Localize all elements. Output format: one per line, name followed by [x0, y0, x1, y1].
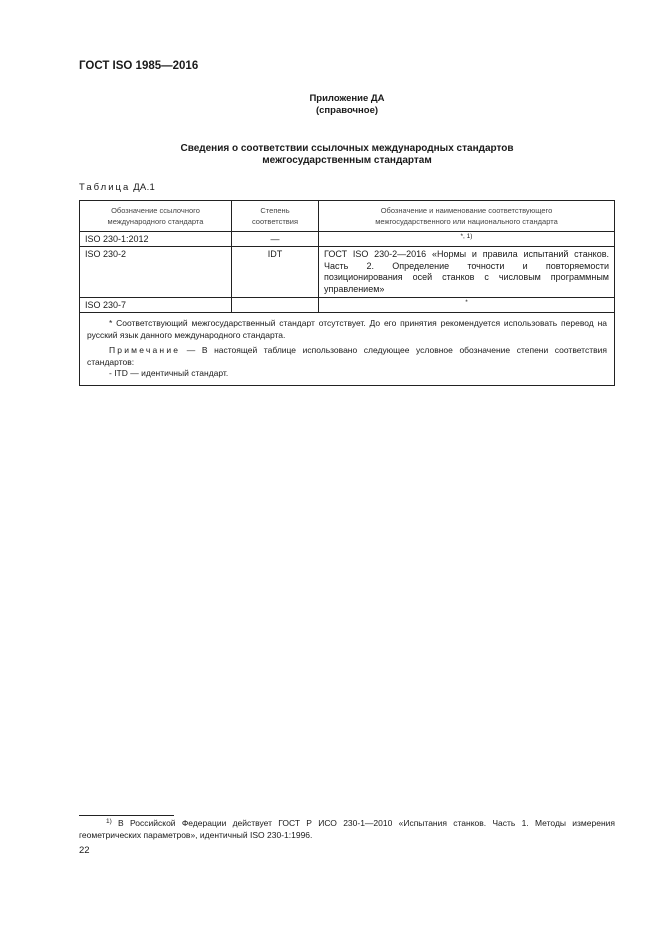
- page-number: 22: [79, 845, 90, 856]
- footnote-text: В Российской Федерации действует ГОСТ Р ИСО 230-1—2010 «Испытания станков. Часть 1. Методы измерения геометрических параметров», идентичный ISO 230-1:1996.: [79, 818, 615, 840]
- table-row: [80, 298, 615, 313]
- header-cell-degree: [232, 201, 319, 232]
- footnote: [79, 817, 615, 841]
- table-notes-row: [80, 313, 615, 386]
- correspondence-table: [79, 200, 615, 386]
- cell-standard: [319, 298, 615, 313]
- header-text: Обозначение ссылочного: [111, 206, 200, 215]
- cell-standard: ГОСТ ISO 230-2—2016 «Нормы и правила испытаний станков. Часть 2. Определение точности и повторяемости позиционирования осей станков с числовым программным управлением»: [319, 247, 615, 298]
- header-cell-reference: [80, 201, 232, 232]
- cell-reference: ISO 230-2: [80, 247, 232, 298]
- table-caption-word: Таблица: [79, 182, 131, 193]
- annex-subtitle: (справочное): [315, 105, 379, 116]
- cell-reference: ISO 230-1:2012: [80, 232, 232, 247]
- note-text: — В настоящей таблице использовано следующее условное обозначение степени соответствия стандартов:: [87, 345, 607, 367]
- table-note: [87, 345, 607, 368]
- header-text: межгосударственного или национального стандарта: [375, 217, 558, 226]
- table-row: [80, 232, 615, 247]
- table-notes: [80, 313, 615, 386]
- document-header: ГОСТ ISO 1985—2016: [79, 60, 199, 72]
- header-cell-standard: [319, 201, 615, 232]
- header-text: Обозначение и наименование соответствующего: [380, 206, 553, 215]
- table-row: [80, 247, 615, 298]
- annex-title: Приложение ДА: [309, 93, 385, 104]
- header-text: соответствия: [251, 217, 299, 226]
- header-text: международного стандарта: [107, 217, 204, 226]
- section-title-line1: Сведения о соответствии ссылочных международных стандартов: [180, 143, 514, 154]
- footnote-reference: *, 1): [460, 233, 473, 240]
- asterisk-note: * Соответствующий межгосударственный стандарт отсутствует. До его принятия рекомендуется использовать перевод на русский язык данного международного стандарта.: [87, 318, 607, 340]
- table-header-row: [80, 201, 615, 232]
- footnote-separator: [79, 815, 174, 816]
- table-caption: [79, 182, 155, 193]
- table-caption-number: ДА.1: [133, 182, 156, 193]
- cell-degree: [232, 298, 319, 313]
- section-title: [79, 143, 615, 167]
- section-title-line2: межгосударственным стандартам: [262, 155, 432, 166]
- cell-reference: ISO 230-7: [80, 298, 232, 313]
- header-text: Степень: [260, 206, 290, 215]
- cell-standard: [319, 232, 615, 247]
- cell-degree: —: [232, 232, 319, 247]
- note-label: Примечание: [109, 345, 181, 355]
- footnote-reference: *: [465, 299, 468, 306]
- cell-degree: IDT: [232, 247, 319, 298]
- footnote-marker: 1): [106, 818, 112, 825]
- note-list-item: - ITD — идентичный стандарт.: [109, 368, 229, 378]
